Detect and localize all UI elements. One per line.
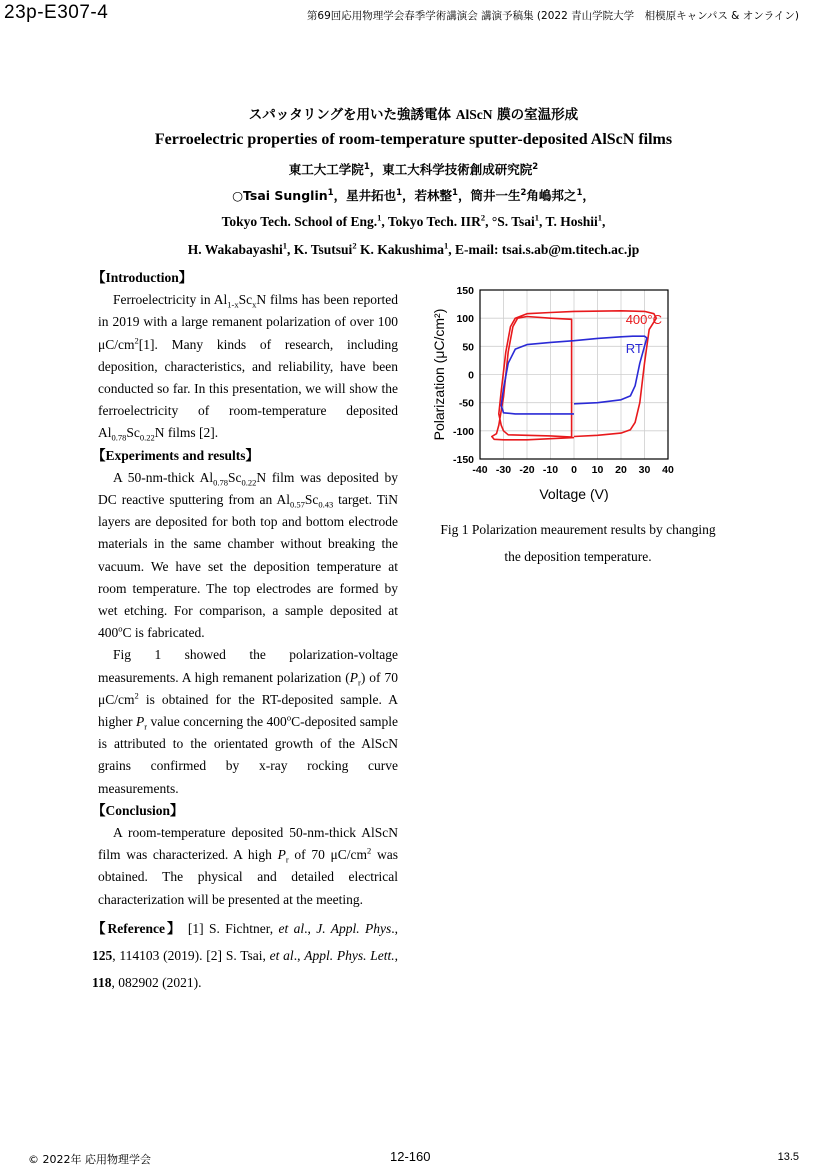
exp2-text: value concerning the 400	[147, 714, 287, 730]
exp1-text: A 50-nm-thick Al	[113, 469, 214, 485]
y-axis-label: Polarization (μC/cm²)	[431, 308, 447, 441]
ref-bold: 125	[92, 947, 113, 963]
exp1-text: Sc	[227, 469, 242, 485]
conference-header: 第69回応用物理学会春季学術講演会 講演予稿集 (2022 青山学院大学 相模原キャンパス & オンライン)	[306, 10, 799, 22]
affil-ja-1: 東工大工学院	[288, 162, 364, 177]
exp1-sup: o	[118, 623, 123, 634]
ref-text: [1] S. Fichtner,	[182, 920, 279, 936]
exp2-sup: o	[286, 712, 292, 723]
exp2-text: is obtained for the RT-deposited sample. A higher	[98, 691, 398, 730]
x-tick-label: 30	[638, 464, 651, 476]
affil-en-sup-4: 1	[597, 212, 603, 223]
intro-text: Sc	[126, 425, 140, 441]
author-ja-sup-3: 1	[452, 187, 458, 198]
x-axis-label: Voltage (V)	[539, 486, 609, 502]
annotation-rt: RT	[625, 341, 643, 357]
affil-ja-sup-1: 1	[363, 161, 370, 172]
x-tick-label: 0	[571, 464, 577, 476]
ref-text: ,	[394, 947, 398, 963]
y-tick-label: -50	[458, 397, 474, 410]
experiments-paragraph-1	[98, 467, 398, 645]
author-ja-sup-5: 1	[576, 187, 583, 198]
x-tick-label: -40	[472, 464, 488, 476]
ref-italic: et al	[269, 947, 294, 963]
intro-text: Sc	[238, 292, 253, 308]
footer-right-number: 13.5	[777, 1151, 799, 1163]
presenter-mark: ○	[232, 188, 244, 203]
y-tick-label: -100	[452, 425, 474, 438]
y-tick-label: -150	[452, 454, 474, 466]
affil-en-1: Tokyo Tech. School of Eng.	[221, 214, 378, 229]
title-ja-material: AlScN	[455, 107, 493, 122]
exp2-sub: r	[358, 677, 361, 688]
concl-text: of 70 μC/cm	[288, 847, 368, 863]
intro-text: N films [2].	[154, 425, 219, 441]
affil-en-sup-1: 1	[377, 212, 382, 223]
x-tick-label: 20	[615, 464, 627, 476]
ref-text: .,	[293, 947, 305, 963]
concl-sup: 2	[367, 845, 372, 856]
affil-en-3: , °S. Tsai	[485, 214, 535, 229]
author-en-1: H. Wakabayashi	[187, 242, 283, 257]
section-heading-reference: 【Reference】	[92, 920, 183, 936]
affil-en-sup-3: 1	[534, 212, 540, 223]
authors-english	[0, 242, 827, 258]
affil-ja-2: 東工大科学技術創成研究院	[382, 162, 533, 177]
exp2-text: ) of 70 μC/cm	[98, 669, 398, 707]
concl-italic: P	[277, 847, 286, 863]
exp1-sub: 0.22	[241, 477, 257, 488]
title-ja-prefix: スパッタリングを用いた強誘電体	[248, 107, 456, 123]
author-ja-sup-1: 1	[327, 187, 334, 198]
exp1-text: target. TiN layers are deposited for both top and bottom electrode materials in the same chamber without breaking the vacuum. We have set the deposition temperature at room temperature. The top electrodes are formed by wet etching. For comparison, a sample deposited at 400	[98, 492, 399, 641]
authors-japanese	[0, 186, 827, 204]
conclusion-paragraph	[98, 822, 398, 911]
affil-en-4: , T. Hoshii	[539, 214, 598, 229]
experiments-paragraph-2	[98, 644, 398, 799]
exp2-text: Fig 1 showed the polarization-voltage measurements. A high remanent polarization (	[98, 647, 398, 685]
author-ja-4: 筒井一生	[470, 188, 521, 203]
author-en-2: , K. Tsutsui	[287, 242, 353, 257]
annotation-400c: 400°C	[625, 311, 662, 327]
exp1-text: C is fabricated.	[122, 625, 205, 641]
exp2-sup: 2	[134, 690, 139, 701]
author-en-3: K. Kakushima	[356, 242, 444, 257]
intro-paragraph	[98, 289, 398, 444]
x-tick-label: 10	[591, 464, 604, 476]
exp1-sub: 0.78	[213, 477, 228, 488]
exp1-text: N film was deposited by DC reactive sputtering from an Al	[98, 469, 399, 508]
x-tick-label: -10	[542, 464, 559, 476]
intro-sup: 2	[134, 335, 139, 346]
intro-sub: x	[252, 299, 257, 310]
x-tick-label: -20	[519, 464, 535, 476]
author-ja-sup-2: 1	[396, 187, 403, 198]
y-tick-label: 50	[462, 341, 474, 354]
exp1-sub: 0.57	[289, 499, 305, 510]
caption-line-1: Fig 1 Polarization meaurement results by changing	[440, 522, 716, 537]
exp2-text: C-deposited sample is attributed to the orientated growth of the AlScN grains confirmed by x-ray rocking curve measurements.	[98, 714, 398, 796]
author-ja-sep-3: ，	[457, 188, 471, 203]
exp1-text: Sc	[304, 492, 319, 508]
author-en-sup-3: 1	[443, 240, 449, 251]
affil-en-end: ,	[602, 214, 606, 229]
author-email: , E-mail: tsai.s.ab@m.titech.ac.jp	[448, 242, 640, 257]
ref-bold: 118	[92, 974, 112, 990]
ref-text: , 082902 (2021).	[111, 974, 202, 990]
author-ja-sep-2: ，	[402, 188, 415, 203]
exp2-italic: P	[349, 669, 359, 685]
ref-italic: Appl. Phys. Lett.	[304, 947, 395, 963]
exp1-sub: 0.43	[318, 499, 334, 510]
author-ja-sup-4: 2	[520, 187, 527, 198]
affil-en-2: , Tokyo Tech. IIR	[381, 214, 481, 229]
author-ja-2: 星井拓也	[346, 188, 397, 203]
ref-italic: J. Appl. Phys	[316, 920, 392, 936]
intro-text: [1]. Many kinds of research, including deposition, characteristics, and reliability, have been conducted so far. In this presentation, we will show the ferroelectricity of room-temperature deposited Al	[98, 336, 398, 441]
author-en-sup-1: 1	[282, 240, 288, 251]
intro-sub: 0.78	[111, 433, 127, 444]
title-japanese	[0, 103, 827, 123]
affiliations-english	[0, 214, 827, 230]
intro-sub: 0.22	[139, 433, 155, 444]
title-english: Ferroelectric properties of room-temperature sputter-deposited AlScN films	[154, 131, 673, 148]
x-tick-label: -30	[495, 464, 512, 476]
intro-text: Ferroelectricity in Al	[113, 292, 228, 308]
affiliations-japanese	[0, 160, 827, 178]
body-column	[92, 267, 399, 996]
page-number: 12-160	[390, 1149, 431, 1164]
section-heading-conclusion: 【Conclusion】	[92, 802, 184, 818]
x-tick-label: 40	[662, 464, 674, 476]
intro-sub: 1-x	[227, 299, 239, 310]
author-ja-5: 角嶋邦之	[526, 188, 577, 203]
abstract-id: 23p-E307-4	[4, 2, 109, 23]
section-heading-experiments: 【Experiments and results】	[92, 447, 260, 463]
author-ja-1: Tsai Sunglin	[243, 188, 328, 203]
affil-ja-sep: ，	[369, 162, 383, 177]
ref-text: .,	[304, 920, 317, 936]
author-ja-3: 若林整	[414, 188, 453, 203]
caption-line-2: the deposition temperature.	[504, 549, 652, 564]
ref-text: .,	[391, 920, 399, 936]
author-en-sup-2: 2	[352, 240, 357, 251]
y-tick-label: 0	[468, 369, 474, 382]
concl-text: A room-temperature deposited 50-nm-thick AlScN film was characterized. A high	[98, 825, 398, 863]
y-tick-label: 150	[456, 285, 474, 297]
figure-caption	[425, 516, 731, 570]
ref-text: , 114103 (2019). [2] S. Tsai,	[112, 947, 270, 963]
reference-paragraph	[92, 915, 398, 996]
polarization-voltage-chart	[430, 284, 690, 510]
y-tick-label: 100	[456, 313, 474, 326]
title-ja-suffix: 膜の室温形成	[492, 107, 579, 123]
concl-text: was obtained. The physical and detailed electrical characterization will be presented at the meeting.	[98, 847, 398, 907]
intro-text: N films has been reported in 2019 with a large remanent polarization of over 100 μC/cm	[98, 292, 398, 352]
copyright: © 2022年 応用物理学会	[28, 1153, 151, 1166]
author-ja-sep-4: ，	[582, 188, 595, 203]
section-heading-introduction: 【Introduction】	[92, 270, 193, 285]
exp2-sub: r	[144, 721, 148, 732]
affil-en-sup-2: 2	[480, 212, 486, 223]
exp2-italic: P	[135, 714, 145, 730]
ref-italic: et al	[278, 920, 305, 936]
author-ja-sep-1: ，	[333, 188, 347, 203]
concl-sub: r	[285, 854, 289, 865]
affil-ja-sup-2: 2	[532, 161, 539, 172]
